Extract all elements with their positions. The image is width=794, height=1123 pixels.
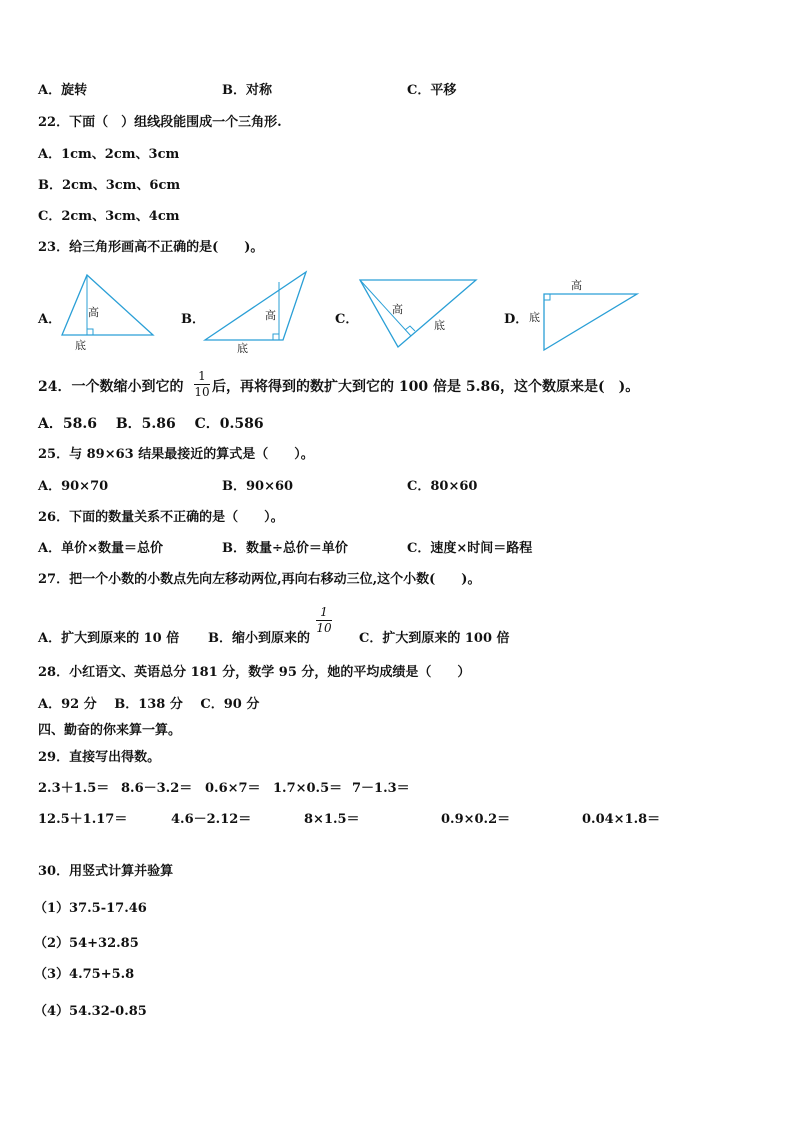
q23-option-a-letter[interactable]: A． xyxy=(38,312,62,327)
q26-option-c[interactable]: C．速度×时间＝路程 xyxy=(407,541,533,556)
q27-stem: 27．把一个小数的小数点先向左移动两位,再向右移动三位,这个小数( )。 xyxy=(38,572,481,587)
q29-r1-item: 0.6×7＝ xyxy=(205,781,261,796)
q23-b-base-label: 底 xyxy=(237,342,248,355)
q23-stem: 23．给三角形画高不正确的是( )。 xyxy=(38,240,264,255)
q29-r2-item: 4.6－2.12＝ xyxy=(171,812,252,827)
q30-item-3: （3）4.75+5.8 xyxy=(34,967,135,982)
q23-d-height-label: 高 xyxy=(571,279,582,292)
q26-option-a[interactable]: A．单价×数量＝总价 xyxy=(38,541,163,556)
q23-a-base-label: 底 xyxy=(75,339,86,352)
q21-option-a[interactable]: A．旋转 xyxy=(38,83,88,98)
q27-fraction xyxy=(316,606,332,635)
q26-stem: 26．下面的数量关系不正确的是（ ）。 xyxy=(38,510,284,525)
q22-option-b[interactable]: B．2cm、3cm、6cm xyxy=(38,178,181,193)
q27-option-b[interactable]: B．缩小到原来的 xyxy=(208,631,310,646)
q29-r1-item: 7－1.3＝ xyxy=(352,781,410,796)
q30-stem: 30．用竖式计算并验算 xyxy=(38,864,174,879)
section-4-title: 四、勤奋的你来算一算。 xyxy=(38,723,182,738)
q29-r1-item: 2.3＋1.5＝ xyxy=(38,781,110,796)
q21-option-c[interactable]: C．平移 xyxy=(407,83,457,98)
q22-option-c[interactable]: C．2cm、3cm、4cm xyxy=(38,209,180,224)
q28-options[interactable]: A．92 分 B．138 分 C．90 分 xyxy=(38,697,260,712)
q29-r2-item: 12.5＋1.17＝ xyxy=(38,812,128,827)
q27-frac-denominator: 10 xyxy=(316,621,332,635)
q24-stem-start: 24．一个数缩小到它的 xyxy=(38,379,184,395)
q27-frac-numerator: 1 xyxy=(320,605,328,619)
q30-item-1: （1）37.5-17.46 xyxy=(34,901,147,916)
q23-triangle-c xyxy=(358,278,483,353)
q25-option-c[interactable]: C．80×60 xyxy=(407,479,478,494)
q23-a-height-label: 高 xyxy=(88,306,99,319)
q24-stem-end: 后，再将得到的数扩大到它的 100 倍是 5.86，这个数原来是( )。 xyxy=(212,379,640,395)
q28-stem: 28．小红语文、英语总分 181 分，数学 95 分，她的平均成绩是（ ） xyxy=(38,665,471,680)
q21-option-b[interactable]: B．对称 xyxy=(222,83,272,98)
q30-item-4: （4）54.32-0.85 xyxy=(34,1004,147,1019)
q24-frac-numerator: 1 xyxy=(198,369,206,383)
q23-option-b-letter[interactable]: B． xyxy=(181,312,205,327)
q25-option-b[interactable]: B．90×60 xyxy=(222,479,294,494)
q29-r2-item: 8×1.5＝ xyxy=(304,812,360,827)
q29-r2-item: 0.04×1.8＝ xyxy=(582,812,661,827)
q23-option-c-letter[interactable]: C． xyxy=(335,312,359,327)
q23-triangle-b xyxy=(203,270,313,350)
q27-option-c[interactable]: C．扩大到原来的 100 倍 xyxy=(359,631,510,646)
q23-d-base-label: 底 xyxy=(529,311,540,324)
q24-fraction xyxy=(194,370,210,399)
q24-frac-denominator: 10 xyxy=(194,385,210,399)
q25-stem: 25．与 89×63 结果最接近的算式是（ ）。 xyxy=(38,447,314,462)
q23-option-d-letter[interactable]: D． xyxy=(504,312,529,327)
q29-r2-item: 0.9×0.2＝ xyxy=(441,812,511,827)
q23-b-height-label: 高 xyxy=(265,309,276,322)
q29-r1-item: 8.6－3.2＝ xyxy=(121,781,193,796)
q22-option-a[interactable]: A．1cm、2cm、3cm xyxy=(38,147,180,162)
q23-triangle-d xyxy=(542,292,642,357)
q25-option-a[interactable]: A．90×70 xyxy=(38,479,109,494)
q23-c-base-label: 底 xyxy=(434,319,445,332)
q23-c-height-label: 高 xyxy=(392,303,403,316)
q24-options[interactable]: A．58.6 B．5.86 C．0.586 xyxy=(38,416,264,432)
q30-item-2: （2）54+32.85 xyxy=(34,936,139,951)
q27-option-a[interactable]: A．扩大到原来的 10 倍 xyxy=(38,631,180,646)
q26-option-b[interactable]: B．数量÷总价＝单价 xyxy=(222,541,348,556)
q29-stem: 29．直接写出得数。 xyxy=(38,750,161,765)
q22-stem: 22．下面（ ）组线段能围成一个三角形. xyxy=(38,115,282,130)
q29-r1-item: 1.7×0.5＝ xyxy=(273,781,343,796)
